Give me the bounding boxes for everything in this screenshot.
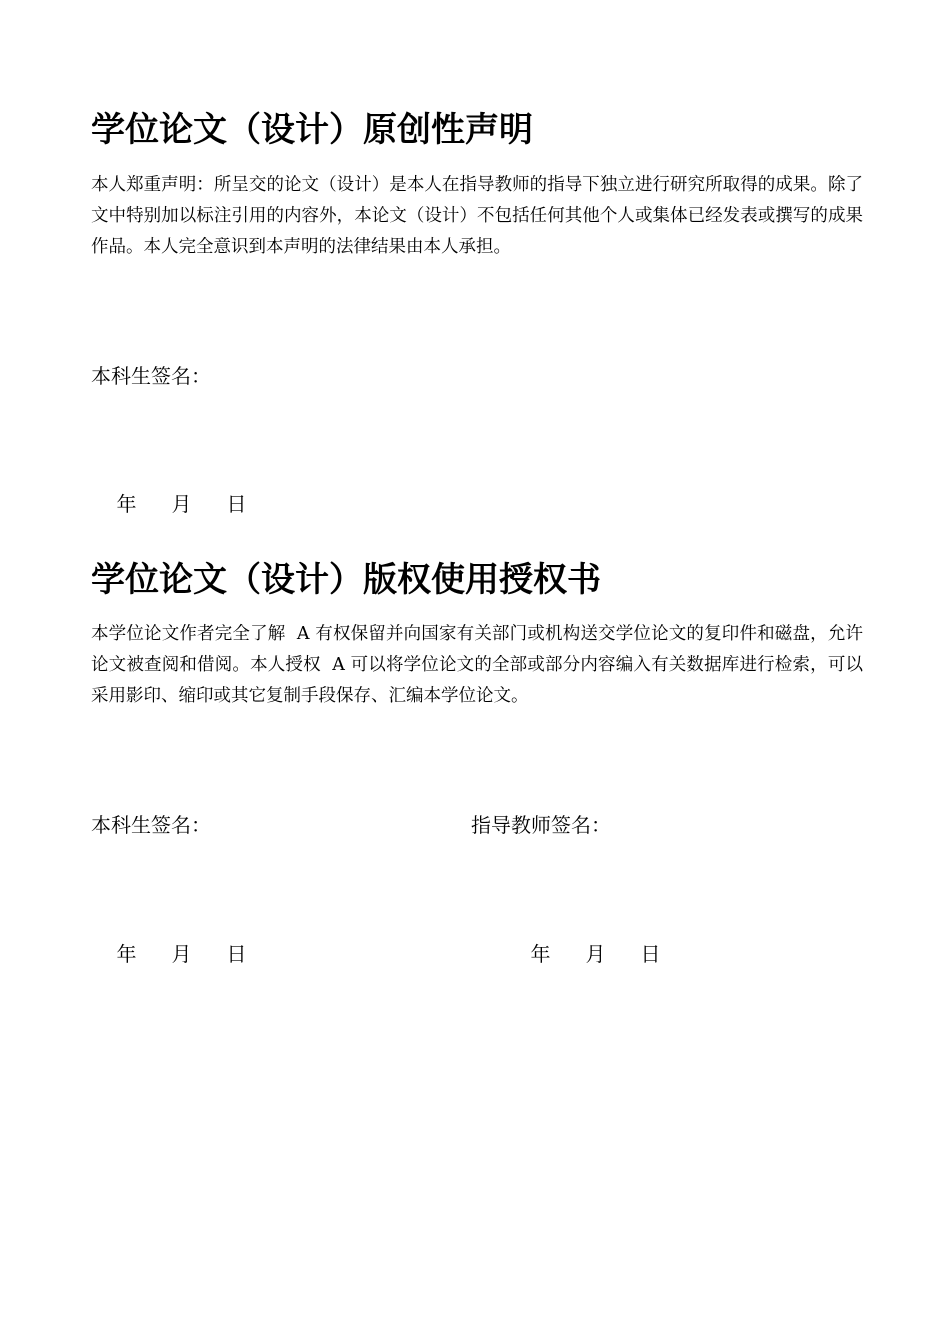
originality-title: 学位论文（设计）原创性声明 bbox=[91, 110, 533, 150]
date-month: 月 bbox=[171, 942, 192, 966]
originality-student-signature-label: 本科生签名： bbox=[91, 364, 211, 388]
copyright-student-date-line bbox=[91, 912, 246, 996]
date-year: 年 bbox=[530, 942, 551, 966]
originality-body: 本人郑重声明：所呈交的论文（设计）是本人在指导教师的指导下独立进行研究所取得的成果。除了文中特别加以标注引用的内容外，本论文（设计）不包括任何其他个人或集体已经发表或撰写的成果作品。本人完全意识到本声明的法律结果由本人承担。 bbox=[91, 175, 863, 257]
copyright-advisor-date-line bbox=[505, 912, 660, 996]
copyright-student-signature-label: 本科生签名： bbox=[91, 813, 211, 837]
copyright-title: 学位论文（设计）版权使用授权书 bbox=[91, 560, 601, 600]
date-day: 日 bbox=[226, 492, 247, 516]
date-year: 年 bbox=[116, 942, 137, 966]
date-day: 日 bbox=[226, 942, 247, 966]
originality-date-line bbox=[91, 462, 246, 546]
date-year: 年 bbox=[116, 492, 137, 516]
date-day: 日 bbox=[640, 942, 661, 966]
copyright-body: 本学位论文作者完全了解 A 有权保留并向国家有关部门或机构送交学位论文的复印件和磁盘，允许论文被查阅和借阅。本人授权 A 可以将学位论文的全部或部分内容编入有关数据库进行检索，可以采用影印、缩印或其它复制手段保存、汇编本学位论文。 bbox=[91, 624, 863, 706]
date-month: 月 bbox=[171, 492, 192, 516]
copyright-advisor-signature-label: 指导教师签名： bbox=[471, 813, 611, 837]
date-month: 月 bbox=[585, 942, 606, 966]
